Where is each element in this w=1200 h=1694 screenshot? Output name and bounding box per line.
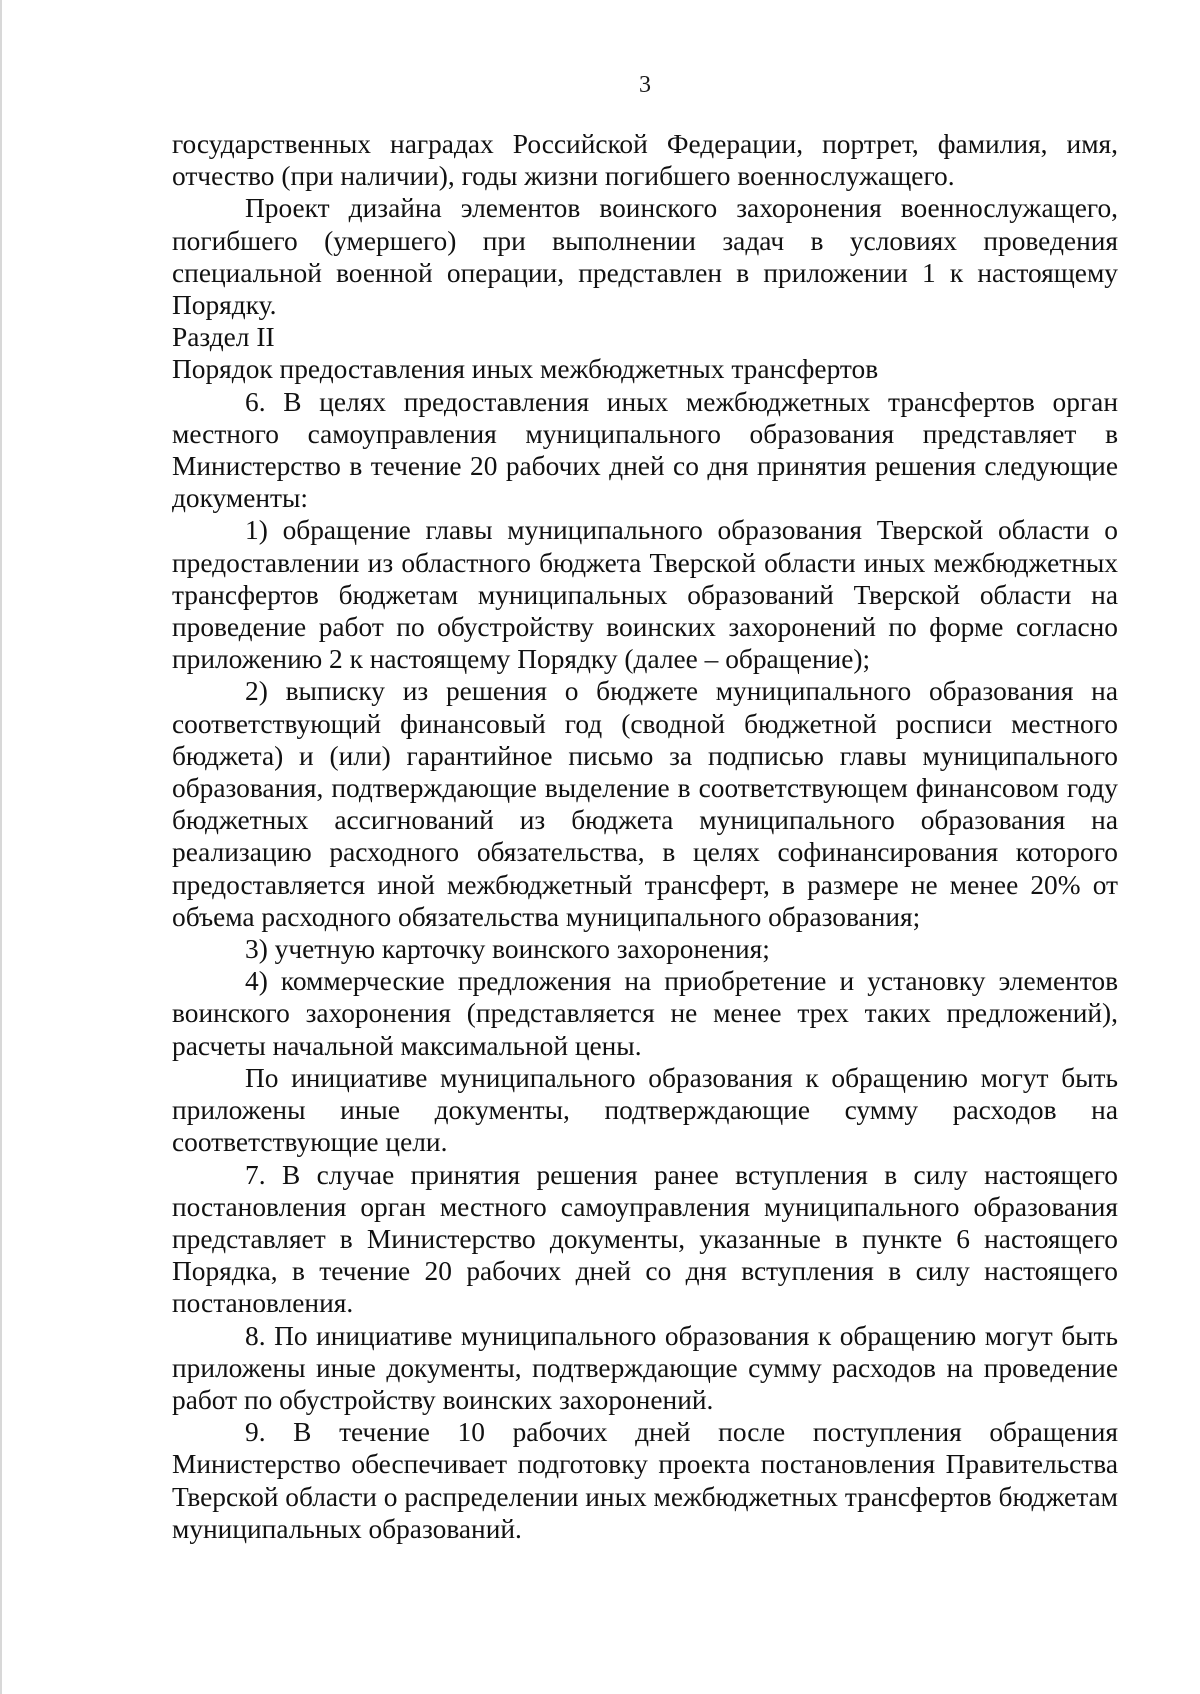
section-title: Порядок предоставления иных межбюджетных трансфертов: [172, 354, 879, 385]
paragraph-item-7: 7. В случае принятия решения ранее вступления в силу настоящего постановления орган местного самоуправления муниципального образования представляет в Министерство документы, указанные в пункте 6 настоящего Порядка, в течение 20 рабочих дней со дня вступления в силу настоящего постановления.: [172, 1159, 1118, 1319]
paragraph-item-8: 8. По инициативе муниципального образования к обращению могут быть приложены иные документы, подтверждающие сумму расходов на проведение работ по обустройству воинских захоронений.: [172, 1320, 1118, 1415]
paragraph-item-9: 9. В течение 10 рабочих дней после поступления обращения Министерство обеспечивает подготовку проекта постановления Правительства Тверской области о распределении иных межбюджетных трансфертов бюджетам муниципальных образований.: [172, 1417, 1118, 1544]
paragraph-subitem-2: 2) выписку из решения о бюджете муниципального образования на соответствующий финансовый год (сводной бюджетной росписи местного бюджета) и (или) гарантийное письмо за подписью главы муниципального образования, подтверждающие выделение в соответствующем финансовом году бюджетных ассигнований из бюджета муниципального образования на реализацию расходного обязательства, в целях софинансирования которого предоставляется иной межбюджетный трансферт, в размере не менее 20% от объема расходного обязательства муниципального образования;: [172, 676, 1118, 932]
paragraph-continuation: государственных наградах Российской Федерации, портрет, фамилия, имя, отчество (при наличии), годы жизни погибшего военнослужащего.: [172, 129, 1118, 192]
section-heading: Раздел II: [172, 322, 275, 353]
paragraph-optional-documents: По инициативе муниципального образования к обращению могут быть приложены иные документы, подтверждающие сумму расходов на соответствующие цели.: [172, 1062, 1118, 1158]
paragraph-subitem-4: 4) коммерческие предложения на приобретение и установку элементов воинского захоронения (представляется не менее трех таких предложений), расчеты начальной максимальной цены.: [172, 966, 1118, 1061]
paragraph-subitem-1: 1) обращение главы муниципального образования Тверской области о предоставлении из областного бюджета Тверской области иных межбюджетных трансфертов бюджетам муниципальных образований Тверской области на проведение работ по обустройству воинских захоронений по форме согласно приложению 2 к настоящему Порядку (далее – обращение);: [172, 515, 1118, 675]
page-number: 3: [639, 72, 651, 98]
paragraph-item-6: 6. В целях предоставления иных межбюджетных трансфертов орган местного самоуправления муниципального образования представляет в Министерство в течение 20 рабочих дней со дня принятия решения следующие документы:: [172, 386, 1118, 514]
paragraph-subitem-3: 3) учетную карточку воинского захоронения;: [245, 934, 770, 965]
paragraph-design-project: Проект дизайна элементов воинского захоронения военнослужащего, погибшего (умершего) при выполнении задач в условиях проведения специальной военной операции, представлен в приложении 1 к настоящему Порядку.: [172, 193, 1118, 321]
document-body: [172, 128, 1118, 1545]
scan-edge: [0, 0, 2, 1694]
